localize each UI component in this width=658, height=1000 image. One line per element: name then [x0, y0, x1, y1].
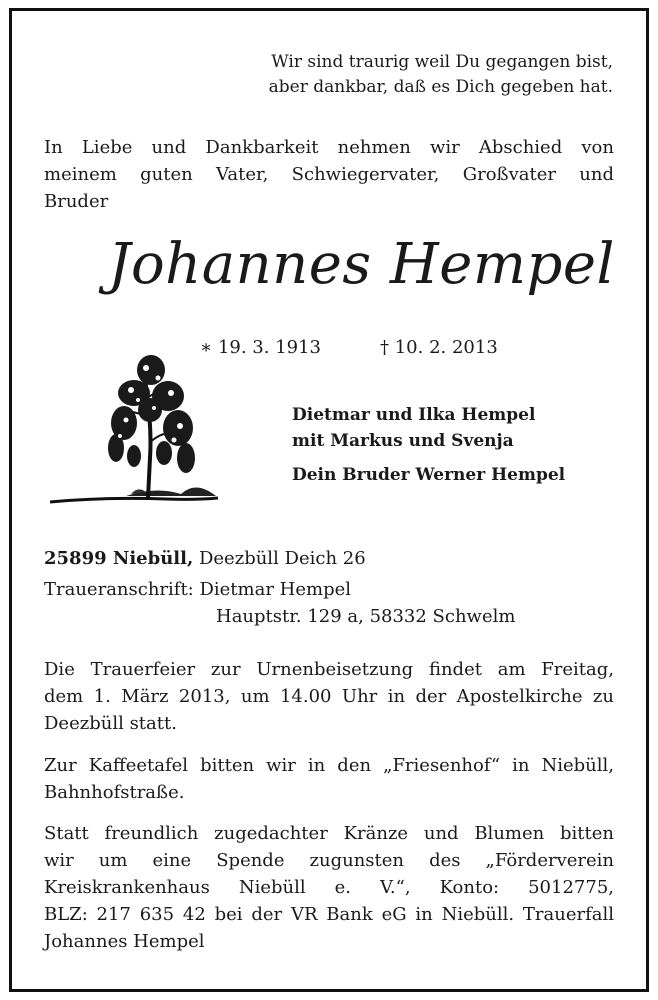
death-date: † 10. 2. 2013 [380, 337, 498, 358]
birth-date: ∗ 19. 3. 1913 [200, 337, 322, 358]
address-street: Deezbüll Deich 26 [193, 548, 366, 569]
coffee-line-1: Zur Kaffeetafel bitten wir in den „Friesenhof“ in Niebüll, [44, 755, 614, 776]
intro-line-2: meinem guten Vater, Schwiegervater, Großvater und [44, 164, 614, 185]
quote-line-1: Wir sind traurig weil Du gegangen bist, [271, 52, 613, 72]
ceremony-line-1: Die Trauerfeier zur Urnenbeisetzung findet am Freitag, [44, 659, 614, 680]
mourning-address-line-2: Hauptstr. 129 a, 58332 Schwelm [216, 606, 516, 627]
ceremony-line-2: dem 1. März 2013, um 14.00 Uhr in der Apostelkirche zu [44, 686, 614, 707]
address-city: 25899 Niebüll, [44, 548, 194, 569]
ceremony-line-3: Deezbüll statt. [44, 713, 177, 734]
donation-line-1: Statt freundlich zugedachter Kränze und Blumen bitten [44, 823, 614, 844]
donation-line-3: Kreiskrankenhaus Niebüll e. V.“, Konto: 5012775, [44, 877, 614, 898]
intro-line-1: In Liebe und Dankbarkeit nehmen wir Abschied von [44, 137, 614, 158]
birch-tree-icon [46, 348, 221, 510]
mourner-line-3: Dein Bruder Werner Hempel [292, 465, 566, 485]
quote-line-2: aber dankbar, daß es Dich gegeben hat. [268, 77, 613, 97]
address-line-1 [44, 545, 366, 572]
mourner-line-2: mit Markus und Svenja [292, 431, 514, 451]
coffee-line-2: Bahnhofstraße. [44, 782, 185, 803]
donation-line-4: BLZ: 217 635 42 bei der VR Bank eG in Niebüll. Trauerfall [44, 904, 614, 925]
mourner-line-1: Dietmar und Ilka Hempel [292, 405, 536, 425]
intro-line-3: Bruder [44, 191, 109, 212]
donation-line-5: Johannes Hempel [44, 931, 205, 952]
deceased-name: Johannes Hempel [108, 232, 615, 297]
donation-line-2: wir um eine Spende zugunsten des „Förderverein [44, 850, 614, 871]
mourning-address-label: Traueranschrift: Dietmar Hempel [44, 579, 352, 600]
